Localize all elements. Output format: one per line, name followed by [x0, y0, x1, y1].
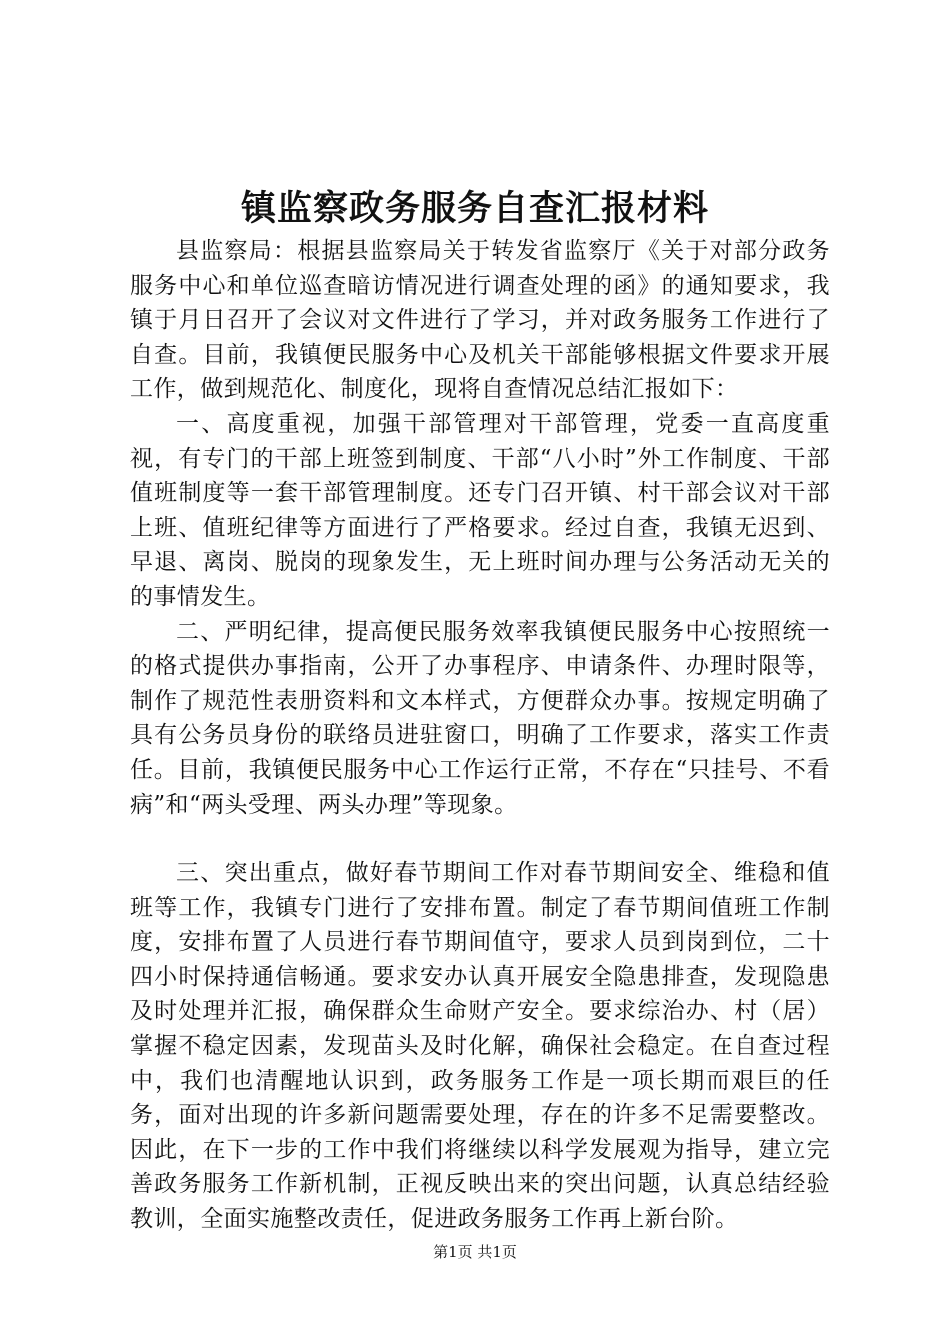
page-footer: 第1页 共1页 [433, 1243, 517, 1261]
paragraph-section-2: 二、严明纪律，提高便民服务效率我镇便民服务中心按照统一的格式提供办事指南，公开了办事程序、申请条件、办理时限等，制作了规范性表册资料和文本样式，方便群众办事。按规定明确了具有公务员身份的联络员进驻窗口，明确了工作要求，落实工作责任。目前，我镇便民服务中心工作运行正常，不存在“只挂号、不看病”和“两头受理、两头办理”等现象。 [130, 618, 830, 818]
document-body [130, 234, 830, 1237]
paragraph-intro: 县监察局：根据县监察局关于转发省监察厅《关于对部分政务服务中心和单位巡查暗访情况进行调查处理的函》的通知要求，我镇于月日召开了会议对文件进行了学习，并对政务服务工作进行了自查。目前，我镇便民服务中心及机关干部能够根据文件要求开展工作，做到规范化、制度化，现将自查情况总结汇报如下： [130, 238, 830, 403]
paragraph-section-1: 一、高度重视，加强干部管理对干部管理，党委一直高度重视，有专门的干部上班签到制度、干部“八小时”外工作制度、干部值班制度等一套干部管理制度。还专门召开镇、村干部会议对干部上班、值班纪律等方面进行了严格要求。经过自查，我镇无迟到、早退、离岗、脱岗的现象发生，无上班时间办理与公务活动无关的的事情发生。 [130, 410, 830, 610]
paragraph-section-3: 三、突出重点，做好春节期间工作对春节期间安全、维稳和值班等工作，我镇专门进行了安排布置。制定了春节期间值班工作制度，安排布置了人员进行春节期间值守，要求人员到岗到位，二十四小时保持通信畅通。要求安办认真开展安全隐患排查，发现隐患及时处理并汇报，确保群众生命财产安全。要求综治办、村（居）掌握不稳定因素，发现苗头及时化解，确保社会稳定。在自查过程中，我们也清醒地认识到，政务服务工作是一项长期而艰巨的任务，面对出现的许多新问题需要处理，存在的许多不足需要整改。因此，在下一步的工作中我们将继续以科学发展观为指导，建立完善政务服务工作新机制，正视反映出来的突出问题，认真总结经验教训，全面实施整改责任，促进政务服务工作再上新台阶。 [130, 860, 830, 1233]
document-title: 镇监察政务服务自查汇报材料 [240, 188, 709, 229]
